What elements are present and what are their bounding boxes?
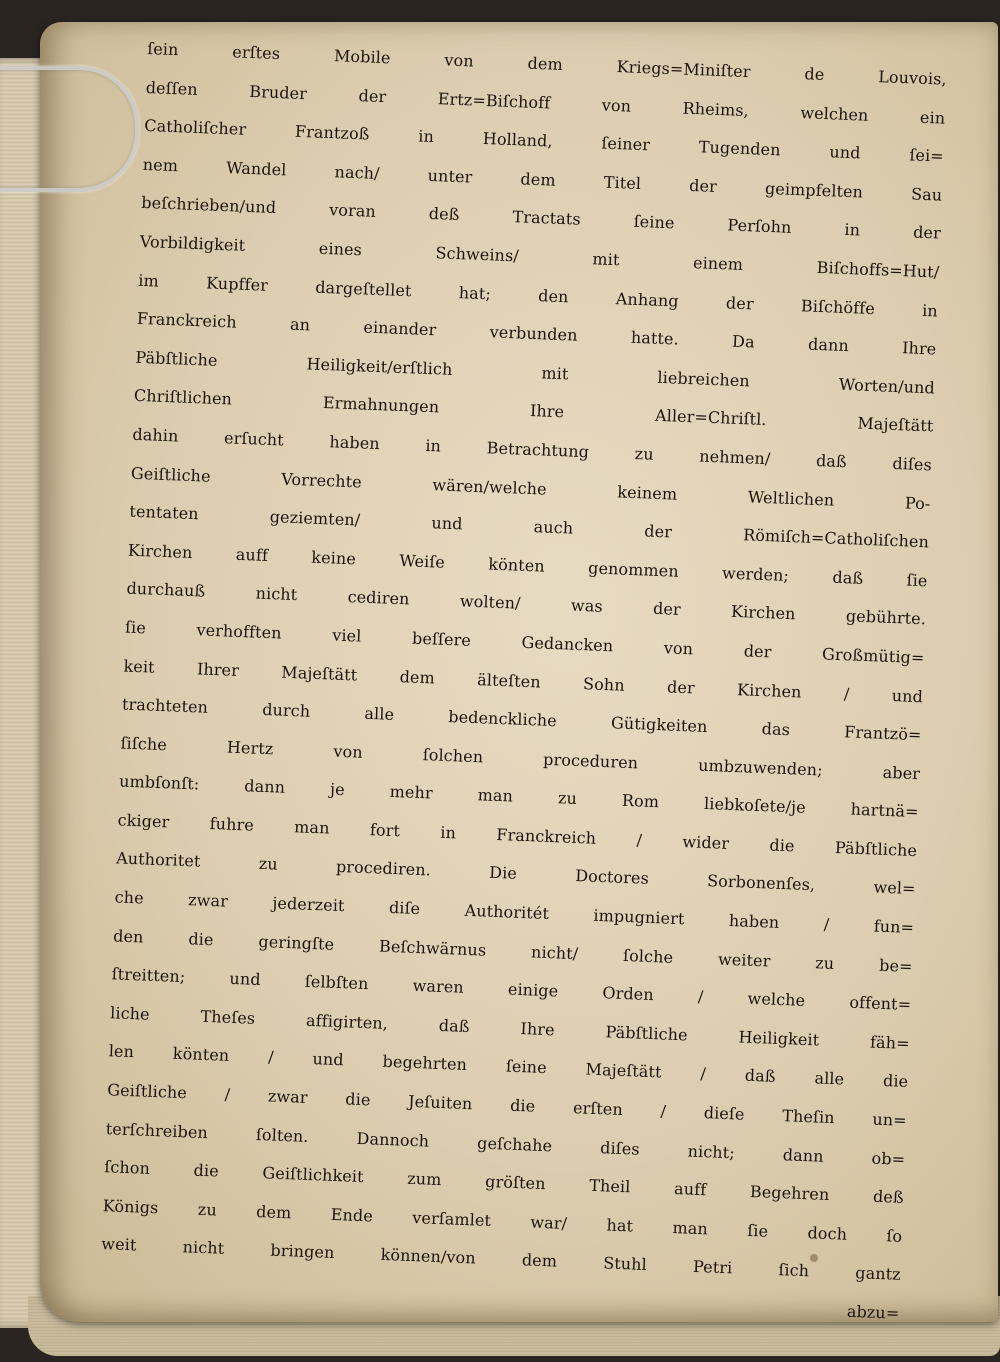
- text-line: ſie verhofften viel beſſere Gedancken von der Großmütig=: [124, 617, 925, 668]
- text-line: ckiger fuhre man fort in Franckreich / wider die Päbſtliche: [117, 810, 918, 860]
- text-line: Catholiſcher Frantzoß in Holland, ſeiner Tugenden und ſei=: [143, 116, 945, 166]
- text-line: Päbſtliche Heiligkeit/erſtlich mit liebreichen Worten/und: [135, 347, 936, 398]
- text-line: beſchrieben/und voran deß Tractats ſeine Perſohn in der: [140, 193, 942, 243]
- text-line: durchauß nicht cediren wolten/ was der Kirchen gebührte.: [126, 578, 927, 629]
- text-line: ſchon die Geiſtlichkeit zum gröſten Theil auff Begehren deß: [103, 1157, 905, 1208]
- text-line: dahin erſucht haben in Betrachtung zu nehmen/ daß diſes: [132, 424, 933, 475]
- text-line: nem Wandel nach/ unter dem Titel der geimpfelten Sau: [142, 154, 943, 205]
- text-line: terſchreiben ſolten. Dannoch geſchahe diſes nicht; dann ob=: [105, 1118, 906, 1169]
- text-line: deſſen Bruder der Ertz=Biſchoff von Rheims, welchen ein: [145, 77, 946, 128]
- text-line: Geiſtliche Vorrechte wären/welche keinem Weltlichen Po-: [130, 463, 931, 513]
- text-line: Chriſtlichen Ermahnungen Ihre Aller=Chriſtl. Majeſtätt: [133, 386, 934, 436]
- text-line: trachteten durch alle bedenckliche Gütigkeiten das Frantzö=: [121, 694, 922, 745]
- text-line: umbſonſt: dann je mehr man zu Rom liebkoſete/je hartnä=: [118, 771, 919, 822]
- text-line: Geiſtliche / zwar die Jeſuiten die erſten / dieſe Theſin un=: [106, 1080, 908, 1130]
- text-line: ſtreitten; und ſelbſten waren einige Orden / welche offent=: [111, 964, 912, 1015]
- text-line: keit Ihrer Majeſtätt dem älteſten Sohn der Kirchen / und: [123, 656, 924, 706]
- text-line: ſein erſtes Mobile von dem Kriegs=Miniſter de Louvois,: [146, 38, 948, 89]
- text-line: Kirchen auff keine Weiſe könten genommen werden; daß ſie: [127, 540, 928, 591]
- text-line: Franckreich an einander verbunden hatte. Da dann Ihre: [136, 308, 937, 359]
- text-line: im Kupffer dargeſtellet hat; den Anhang der Biſchöffe in: [138, 270, 939, 321]
- text-line: Authoritet zu procediren. Die Doctores Sorbonenſes, wel=: [115, 848, 916, 899]
- catchword: abzu=: [846, 1301, 900, 1323]
- text-line: ſiſche Hertz von ſolchen proceduren umbzuwenden; aber: [120, 733, 921, 783]
- text-line: len könten / und begehrten ſeine Majeſtätt / daß alle die: [108, 1041, 909, 1092]
- page-text-block: [99, 30, 947, 1333]
- text-line: Königs zu dem Ende verſamlet war/ hat man ſie doch ſo: [102, 1195, 903, 1246]
- paper-clip: [0, 66, 139, 192]
- text-line: liche Theſes affigirten, daß Ihre Päbſtliche Heiligkeit fäh=: [109, 1003, 911, 1053]
- text-line: den die geringſte Beſchwärnus nicht/ ſolche weiter zu be=: [112, 925, 913, 976]
- text-line: che zwar jederzeit diſe Authoritét impugniert haben / fun=: [114, 887, 915, 938]
- text-line: tentaten geziemten/ und auch der Römiſch=Catholiſchen: [129, 501, 930, 552]
- text-line: Vorbildigkeit eines Schweins/ mit einem Biſchoffs=Hut/: [139, 231, 940, 282]
- text-line: weit nicht bringen können/von dem Stuhl Petri ſich gantz: [100, 1234, 902, 1285]
